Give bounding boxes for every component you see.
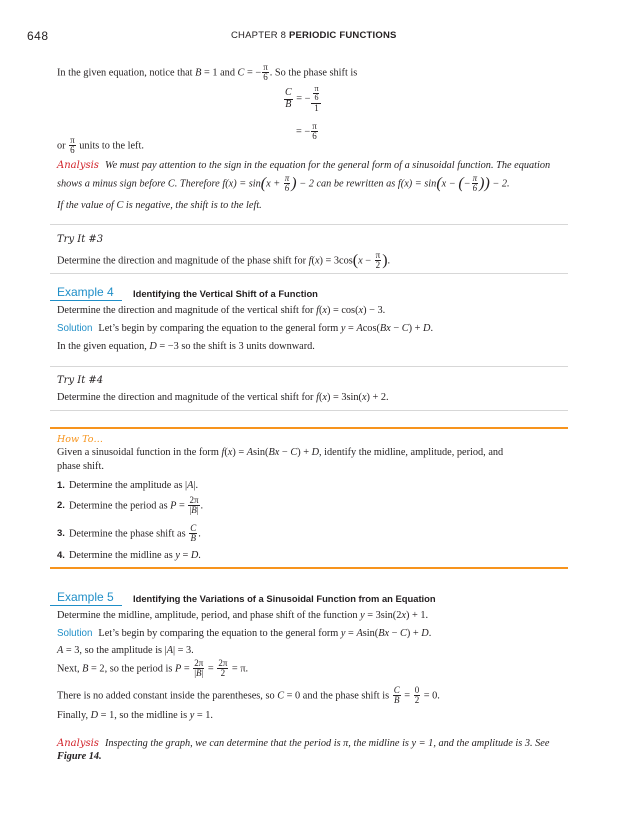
page-number: 648 xyxy=(27,29,49,43)
example-5-label: Example 5 xyxy=(57,590,114,604)
try-it-4-text: Determine the direction and magnitude of the vertical shift for f(x) = 3sin(x) + 2. xyxy=(57,392,389,403)
phase-shift-result: = − $\frac{\pi}{6}$ xyxy=(296,121,317,142)
try-it-3-text: Determine the direction and magnitude of the phase shift for f(x) = 3cos(x − $\frac{\pi}{2}$ ). xyxy=(57,250,391,271)
try-it-3-label: Try It #3 xyxy=(57,234,104,245)
howto-label: How To… xyxy=(57,434,103,445)
solution-label: Solution xyxy=(57,323,93,334)
chapter-header xyxy=(231,30,397,42)
figure-14-link[interactable]: Figure 14. xyxy=(57,751,102,762)
howto-intro: Given a sinusoidal function in the form f(x) = Asin(Bx − C) + D, identify the midline, amplitude, period, and xyxy=(57,447,504,458)
example-4-conclusion: In the given equation, D = −3 so the shift is 3 units downward. xyxy=(57,341,315,352)
howto-step-2: 2. Determine the period as P = $\frac{2\pi}{|B|}$ . xyxy=(57,495,204,516)
chapter-prefix: CHAPTER 8 xyxy=(231,30,287,41)
analysis-1-line-1: Analysis We must pay attention to the sign in the equation for the general form of a sinusoidal function. The equation xyxy=(57,160,551,171)
analysis-tag: Analysis xyxy=(57,738,99,749)
analysis-2-line-1: Analysis Inspecting the graph, we can determine that the period is π, the midline is y = 1, and the amplitude is 3. See xyxy=(57,738,550,749)
divider xyxy=(50,366,568,367)
example-4-underline xyxy=(50,300,122,301)
analysis-1-line-3: If the value of C is negative, the shift is to the left. xyxy=(57,200,262,211)
example-5-title: Identifying the Variations of a Sinusoidal Function from an Equation xyxy=(133,593,436,604)
howto-step-1: 1. Determine the amplitude as |A|. xyxy=(57,480,199,491)
example-5-final: Finally, D = 1, so the midline is y = 1. xyxy=(57,710,214,721)
example-5-underline xyxy=(50,605,122,606)
example-5-solution: Solution Let’s begin by comparing the equation to the general form y = Asin(Bx − C) + D. xyxy=(57,628,432,639)
chapter-title: PERIODIC FUNCTIONS xyxy=(288,30,397,41)
example-5-amplitude: A = 3, so the amplitude is |A| = 3. xyxy=(57,645,194,656)
example-5-phase: There is no added constant inside the parentheses, so C = 0 and the phase shift is $\frac{C}{B}$ = $\frac{0}{2}$ = 0. xyxy=(57,685,440,706)
divider xyxy=(50,224,568,225)
analysis-1-line-2: shows a minus sign before C. Therefore f(x) = sin(x + $\frac{\pi}{6}$ ) − 2 can be rewritten as f(x) = sin(x − (− $\frac{\pi}{6}$ )) − 2. xyxy=(57,173,510,194)
try-it-4-label: Try It #4 xyxy=(57,375,104,386)
example-5-period: Next, B = 2, so the period is P = $\frac{2\pi}{|B|}$ = $\frac{2\pi}{2}$ = π. xyxy=(57,658,249,679)
example-5-problem: Determine the midline, amplitude, period, and phase shift of the function y = 3sin(2x) + 1. xyxy=(57,610,429,621)
divider xyxy=(50,273,568,274)
intro-line: In the given equation, notice that B = 1 and C = − $\frac{\pi}{6}$ . So the phase shift is xyxy=(57,62,358,83)
howto-bottom-rule xyxy=(50,567,568,569)
analysis-tag: Analysis xyxy=(57,160,99,171)
howto-step-4: 4. Determine the midline as y = D. xyxy=(57,550,201,561)
example-4-title: Identifying the Vertical Shift of a Function xyxy=(133,288,318,299)
howto-step-3: 3. Determine the phase shift as $\frac{C}{B}$ . xyxy=(57,523,201,544)
howto-top-rule xyxy=(50,427,568,429)
solution-label: Solution xyxy=(57,628,93,639)
units-left-line: or $\frac{\pi}{6}$ units to the left. xyxy=(57,135,144,156)
example-4-label: Example 4 xyxy=(57,285,114,299)
example-4-solution: Solution Let’s begin by comparing the equation to the general form y = Acos(Bx − C) + D. xyxy=(57,323,434,334)
example-4-problem: Determine the direction and magnitude of the vertical shift for f(x) = cos(x) − 3. xyxy=(57,305,386,316)
howto-intro-cont: phase shift. xyxy=(57,461,104,472)
divider xyxy=(50,410,568,411)
phase-shift-equation: $\frac{C}{B}$ = − $\frac{\frac{\pi}{6}}{1}$ xyxy=(283,85,322,113)
